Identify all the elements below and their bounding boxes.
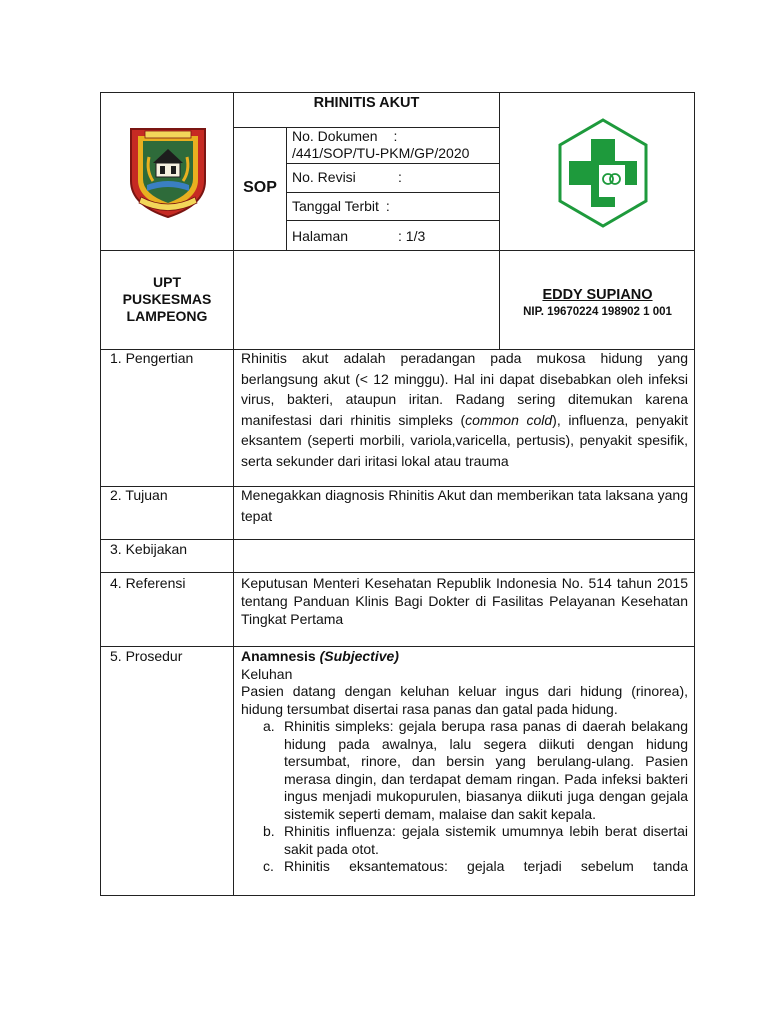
divider: [286, 127, 287, 250]
prosedur-heading-text: Anamnesis: [241, 648, 316, 664]
tanggal-terbit-label: Tanggal Terbit: [292, 198, 379, 214]
tujuan-text: Menegakkan diagnosis Rhinitis Akut dan memberikan tata laksana yang tepat: [241, 487, 688, 524]
halaman-value: : 1/3: [398, 228, 426, 244]
pengertian-text-2: ), influenza, penyakit eksantem (seperti morbili, variola,varicella, pertusis), penyakit spesifik, serta sekunder dari iritasi lokal atau trauma: [241, 411, 688, 469]
list-item-marker: c.: [263, 858, 274, 874]
divider: [233, 93, 234, 895]
sop-document: [100, 92, 695, 896]
no-revisi-colon: :: [398, 169, 402, 185]
no-dokumen-label: No. Dokumen: [292, 128, 378, 144]
divider: [101, 646, 694, 647]
divider: [101, 539, 694, 540]
puskesmas-logo: [555, 117, 651, 229]
halaman-label: Halaman: [292, 228, 349, 244]
prosedur-intro: Pasien datang dengan keluhan keluar ingus dari hidung (rinorea), hidung tersumbat disertai rasa panas dan gatal pada hidung.: [241, 683, 688, 717]
divider: [101, 572, 694, 573]
pengertian-text: [241, 348, 688, 471]
prosedur-heading-italic: (Subjective): [319, 648, 399, 664]
no-dokumen-colon: :: [393, 128, 398, 144]
signer-block: [500, 287, 695, 318]
prosedur-label: 5. Prosedur: [110, 648, 183, 664]
institution-line-3: LAMPEONG: [126, 308, 208, 324]
institution-line-2: PUSKESMAS: [122, 291, 212, 307]
signer-name: EDDY SUPIANO: [542, 287, 653, 303]
regency-crest-logo: [123, 119, 213, 221]
list-item-text: Rhinitis simpleks: gejala berupa rasa panas di daerah belakang hidung pada awalnya, lalu segera diikuti dengan hidung tersumbat, rinore, dan bersin yang berulang-ulang. Pasien merasa dingin, dan terdapat demam ringan. Pada infeksi bakteri ingus menjadi mukopurulen, biasanya diikuti juga dengan gejala sistemik seperti demam, malaise dan sakit kepala.: [284, 718, 688, 822]
signer-nip: NIP. 19670224 198902 1 001: [523, 306, 672, 318]
list-item-text: Rhinitis eksantematous: gejala terjadi sebelum tanda: [284, 858, 688, 874]
list-item: [241, 858, 688, 876]
referensi-text: Keputusan Menteri Kesehatan Republik Indonesia No. 514 tahun 2015 tentang Panduan Klinis Bagi Dokter di Fasilitas Pelayanan Kesehatan Tingkat Pertama: [241, 575, 688, 627]
prosedur-subheading: Keluhan: [241, 665, 293, 682]
divider: [286, 192, 499, 193]
referensi-label: 4. Referensi: [110, 575, 186, 591]
no-revisi-row: [292, 169, 497, 186]
no-dokumen-row: [292, 128, 497, 161]
divider: [286, 163, 499, 164]
prosedur-content: [241, 648, 688, 876]
pengertian-label: 1. Pengertian: [110, 350, 194, 366]
no-dokumen-value: /441/SOP/TU-PKM/GP/2020: [292, 144, 470, 161]
list-item-text: Rhinitis influenza: gejala sistemik umumnya lebih berat disertai sakit pada otot.: [284, 823, 688, 857]
list-item: [241, 823, 688, 858]
sop-label: SOP: [243, 179, 277, 196]
pengertian-text-italic: common cold: [465, 411, 553, 428]
institution-name: [101, 274, 233, 325]
divider: [286, 220, 499, 221]
tanggal-terbit-colon: :: [385, 198, 390, 214]
kebijakan-label: 3. Kebijakan: [110, 541, 188, 557]
prosedur-heading: [241, 648, 688, 666]
halaman-row: [292, 228, 497, 245]
divider: [101, 250, 694, 251]
document-title: RHINITIS AKUT: [313, 95, 420, 111]
tanggal-terbit-row: [292, 198, 497, 215]
pengertian-text-1: Rhinitis akut adalah peradangan pada mukosa hidung yang berlangsung akut (< 12 minggu). Hal ini dapat disebabkan oleh infeksi virus, bakteri, ataupun iritan. Radang sering ditemukan karena manifestasi dari rhinitis simpleks (: [241, 350, 688, 428]
list-item: [241, 718, 688, 823]
list-item-marker: a.: [263, 718, 275, 734]
keluhan-list: [241, 718, 688, 876]
institution-line-1: UPT: [153, 274, 181, 290]
list-item-marker: b.: [263, 823, 275, 839]
tujuan-label: 2. Tujuan: [110, 487, 168, 503]
no-revisi-label: No. Revisi: [292, 169, 356, 185]
